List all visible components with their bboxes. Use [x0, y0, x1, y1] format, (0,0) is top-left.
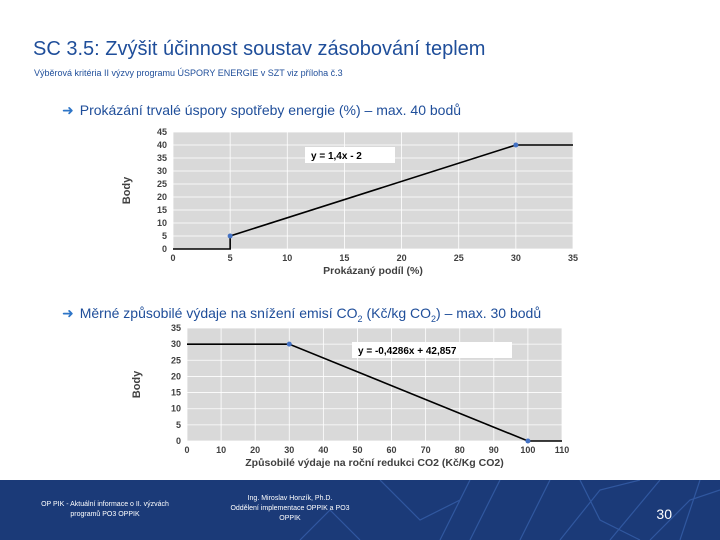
savings-chart — [110, 125, 590, 283]
bullet-emissions-text-3: ) – max. 30 bodů — [436, 305, 542, 321]
y-tick-label: 5 — [175, 419, 181, 430]
x-tick-label: 100 — [520, 445, 536, 455]
y-tick-label: 15 — [170, 387, 181, 398]
y-axis-label: Body — [131, 370, 143, 399]
y-tick-label: 5 — [161, 231, 167, 241]
bullet-emissions-text-2: (Kč/kg CO — [362, 305, 432, 321]
footer-author: Ing. Miroslav Honzík, Ph.D. — [247, 495, 333, 502]
page-subtitle: Výběrová kritéria II výzvy programu ÚSPORY ENERGIE v SZT viz příloha č.3 — [34, 68, 343, 78]
bullet-emissions — [62, 305, 541, 324]
y-tick-label: 30 — [170, 339, 181, 350]
x-tick-label: 10 — [282, 253, 293, 263]
co2-subscript: 2 — [431, 313, 437, 324]
x-tick-label: 70 — [420, 445, 431, 455]
footer-left-line1: OP PIK - Aktuální informace o II. výzvách — [41, 501, 169, 508]
x-tick-label: 15 — [339, 253, 350, 263]
y-tick-label: 30 — [156, 166, 167, 176]
emissions-chart — [120, 322, 590, 477]
y-tick-label: 15 — [156, 205, 167, 215]
data-point — [525, 439, 530, 444]
x-tick-label: 30 — [510, 253, 521, 263]
y-tick-label: 20 — [170, 371, 181, 382]
page-number: 30 — [656, 506, 672, 522]
x-tick-label: 50 — [352, 445, 363, 455]
x-axis-label: Způsobilé výdaje na roční redukci CO2 (Kč/Kg CO2) — [245, 457, 504, 469]
data-point — [287, 342, 292, 347]
footer-department: Oddělení implementace OPPIK a PO3 — [230, 505, 350, 512]
footer-left-text — [20, 500, 190, 520]
bullet-savings-text: Prokázání trvalé úspory spotřeby energie (%) – max. 40 bodů — [79, 102, 462, 118]
footer-bar — [0, 480, 720, 540]
x-tick-label: 20 — [396, 253, 407, 263]
bullet-savings — [62, 102, 461, 119]
y-tick-label: 20 — [156, 192, 167, 202]
bullet-emissions-text-1: Měrné způsobilé výdaje na snížení emisí CO — [79, 305, 358, 321]
data-point — [513, 143, 518, 148]
footer-left-line2: programů PO3 OPPIK — [70, 511, 140, 518]
arrow-right-icon: ➜ — [62, 102, 74, 118]
x-axis-label: Prokázaný podíl (%) — [323, 265, 423, 277]
y-tick-label: 0 — [175, 436, 181, 446]
page-title: SC 3.5: Zvýšit účinnost soustav zásobování teplem — [33, 38, 486, 60]
y-tick-label: 10 — [156, 218, 167, 228]
x-tick-label: 5 — [227, 253, 233, 263]
x-tick-label: 110 — [554, 445, 570, 455]
trendline-equation: y = 1,4x - 2 — [311, 151, 362, 162]
x-tick-label: 0 — [184, 445, 190, 455]
y-tick-label: 40 — [156, 140, 167, 150]
x-tick-label: 0 — [170, 253, 176, 263]
y-tick-label: 10 — [170, 403, 181, 414]
data-point — [228, 234, 233, 239]
y-tick-label: 25 — [156, 179, 167, 189]
x-tick-label: 40 — [318, 445, 329, 455]
footer-center-text — [205, 494, 375, 524]
arrow-right-icon: ➜ — [62, 305, 74, 321]
y-tick-label: 45 — [156, 127, 167, 137]
x-tick-label: 25 — [453, 253, 464, 263]
co2-subscript: 2 — [357, 313, 363, 324]
x-tick-label: 30 — [284, 445, 295, 455]
x-tick-label: 35 — [567, 253, 579, 263]
x-tick-label: 20 — [250, 445, 261, 455]
y-tick-label: 35 — [156, 153, 167, 163]
x-tick-label: 60 — [386, 445, 397, 455]
footer-program: OPPIK — [279, 515, 301, 522]
y-axis-label: Body — [121, 176, 133, 205]
x-tick-label: 80 — [454, 445, 465, 455]
x-tick-label: 10 — [216, 445, 227, 455]
trendline-equation: y = -0,4286x + 42,857 — [358, 346, 457, 357]
x-tick-label: 90 — [488, 445, 499, 455]
y-tick-label: 35 — [170, 323, 181, 333]
y-tick-label: 0 — [161, 244, 167, 254]
y-tick-label: 25 — [170, 355, 181, 366]
